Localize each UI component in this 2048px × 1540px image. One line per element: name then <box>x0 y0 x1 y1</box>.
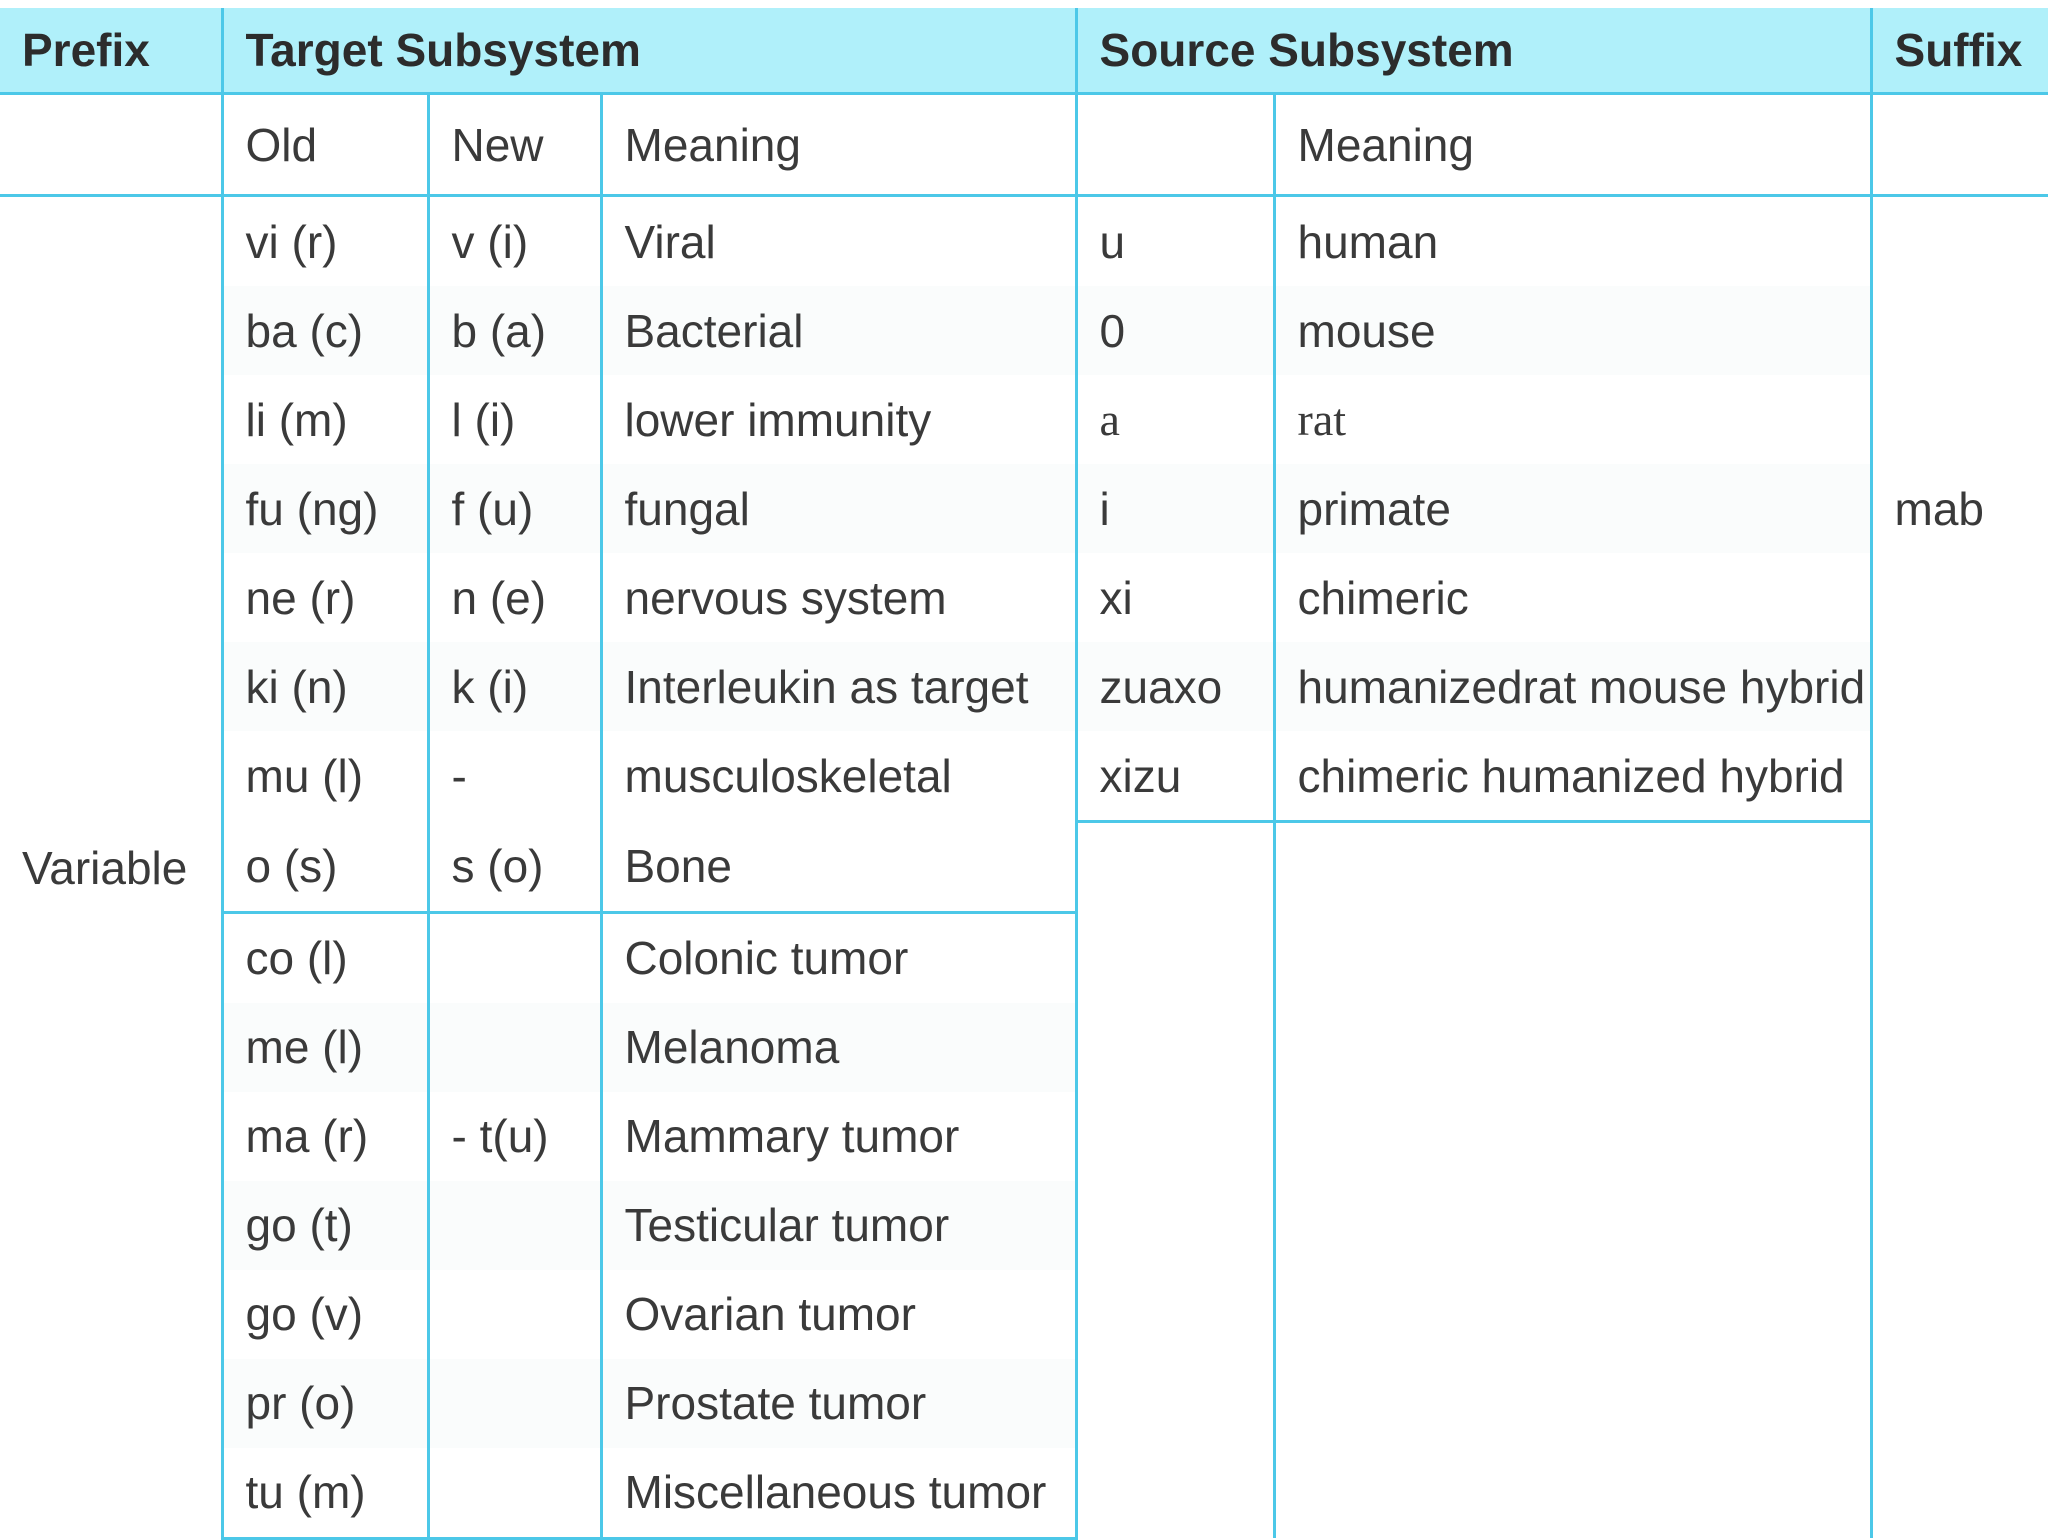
target-meaning-cell: lower immunity <box>601 375 1076 464</box>
header-suffix: Suffix <box>1871 8 2048 94</box>
target-new-cell: s (o) <box>428 822 601 913</box>
target-old-cell: vi (r) <box>222 196 428 287</box>
source-meaning-cell: humanizedrat mouse hybrid <box>1274 642 1871 731</box>
source-code-cell: zuaxo <box>1076 642 1274 731</box>
nomenclature-table-container <box>0 8 2048 1540</box>
target-new-cell <box>428 1003 601 1092</box>
target-old-cell: ne (r) <box>222 553 428 642</box>
target-new-cell <box>428 1270 601 1359</box>
target-meaning-cell: Miscellaneous tumor <box>601 1448 1076 1539</box>
target-old-cell: go (t) <box>222 1181 428 1270</box>
target-old-cell: pr (o) <box>222 1359 428 1448</box>
subheader-old: Old <box>222 94 428 196</box>
target-meaning-cell: Prostate tumor <box>601 1359 1076 1448</box>
target-meaning-cell: Bacterial <box>601 286 1076 375</box>
table-row <box>0 553 2048 642</box>
table-row <box>0 731 2048 822</box>
target-old-cell: mu (l) <box>222 731 428 822</box>
target-old-cell: o (s) <box>222 822 428 913</box>
target-meaning-cell: Bone <box>601 822 1076 913</box>
target-old-cell: co (l) <box>222 912 428 1003</box>
subheader-prefix-empty <box>0 94 222 196</box>
header-source-subsystem: Source Subsystem <box>1076 8 1871 94</box>
source-code-cell: u <box>1076 196 1274 287</box>
target-old-cell: me (l) <box>222 1003 428 1092</box>
source-code-empty <box>1076 822 1274 1539</box>
target-old-cell: ma (r) <box>222 1092 428 1181</box>
target-new-cell: l (i) <box>428 375 601 464</box>
subheader-row <box>0 94 2048 196</box>
table-row <box>0 464 2048 553</box>
source-meaning-cell: chimeric humanized hybrid <box>1274 731 1871 822</box>
source-code-cell: i <box>1076 464 1274 553</box>
target-meaning-cell: Melanoma <box>601 1003 1076 1092</box>
header-prefix: Prefix <box>0 8 222 94</box>
target-meaning-cell: fungal <box>601 464 1076 553</box>
target-new-cell: - <box>428 731 601 822</box>
target-old-cell: li (m) <box>222 375 428 464</box>
source-code-cell: xizu <box>1076 731 1274 822</box>
nomenclature-table <box>0 8 2048 1540</box>
table-row <box>0 375 2048 464</box>
source-meaning-empty <box>1274 822 1871 1539</box>
target-new-cell <box>428 1448 601 1539</box>
source-code-cell: xi <box>1076 553 1274 642</box>
source-code-cell: a <box>1076 375 1274 464</box>
target-meaning-cell: nervous system <box>601 553 1076 642</box>
prefix-cell: Variable <box>22 841 188 894</box>
target-new-cell: b (a) <box>428 286 601 375</box>
source-meaning-cell: chimeric <box>1274 553 1871 642</box>
target-new-cell: - t(u) <box>428 1092 601 1181</box>
table-row <box>0 642 2048 731</box>
target-meaning-cell: Ovarian tumor <box>601 1270 1076 1359</box>
source-meaning-cell: mouse <box>1274 286 1871 375</box>
target-new-cell: k (i) <box>428 642 601 731</box>
header-target-subsystem: Target Subsystem <box>222 8 1076 94</box>
target-new-cell: n (e) <box>428 553 601 642</box>
suffix-empty <box>1871 822 2048 1539</box>
table-row <box>0 286 2048 375</box>
table-row <box>0 196 2048 287</box>
subheader-target-meaning: Meaning <box>601 94 1076 196</box>
table-row <box>0 822 2048 913</box>
target-meaning-cell: Testicular tumor <box>601 1181 1076 1270</box>
target-new-cell: v (i) <box>428 196 601 287</box>
target-meaning-cell: Mammary tumor <box>601 1092 1076 1181</box>
source-meaning-cell: human <box>1274 196 1871 287</box>
target-new-cell <box>428 912 601 1003</box>
subheader-suffix-empty <box>1871 94 2048 196</box>
source-meaning-cell: primate <box>1274 464 1871 553</box>
subheader-source-meaning: Meaning <box>1274 94 1871 196</box>
target-old-cell: ba (c) <box>222 286 428 375</box>
header-row <box>0 8 2048 94</box>
target-old-cell: tu (m) <box>222 1448 428 1539</box>
target-new-cell <box>428 1359 601 1448</box>
target-new-cell <box>428 1181 601 1270</box>
target-meaning-cell: Colonic tumor <box>601 912 1076 1003</box>
source-meaning-cell: rat <box>1274 375 1871 464</box>
target-meaning-cell: Interleukin as target <box>601 642 1076 731</box>
target-new-cell: f (u) <box>428 464 601 553</box>
target-old-cell: ki (n) <box>222 642 428 731</box>
source-code-cell: 0 <box>1076 286 1274 375</box>
subheader-new: New <box>428 94 601 196</box>
suffix-cell: mab <box>1871 196 2048 822</box>
target-meaning-cell: Viral <box>601 196 1076 287</box>
target-meaning-cell: musculoskeletal <box>601 731 1076 822</box>
target-old-cell: fu (ng) <box>222 464 428 553</box>
subheader-source-code-empty <box>1076 94 1274 196</box>
target-old-cell: go (v) <box>222 1270 428 1359</box>
